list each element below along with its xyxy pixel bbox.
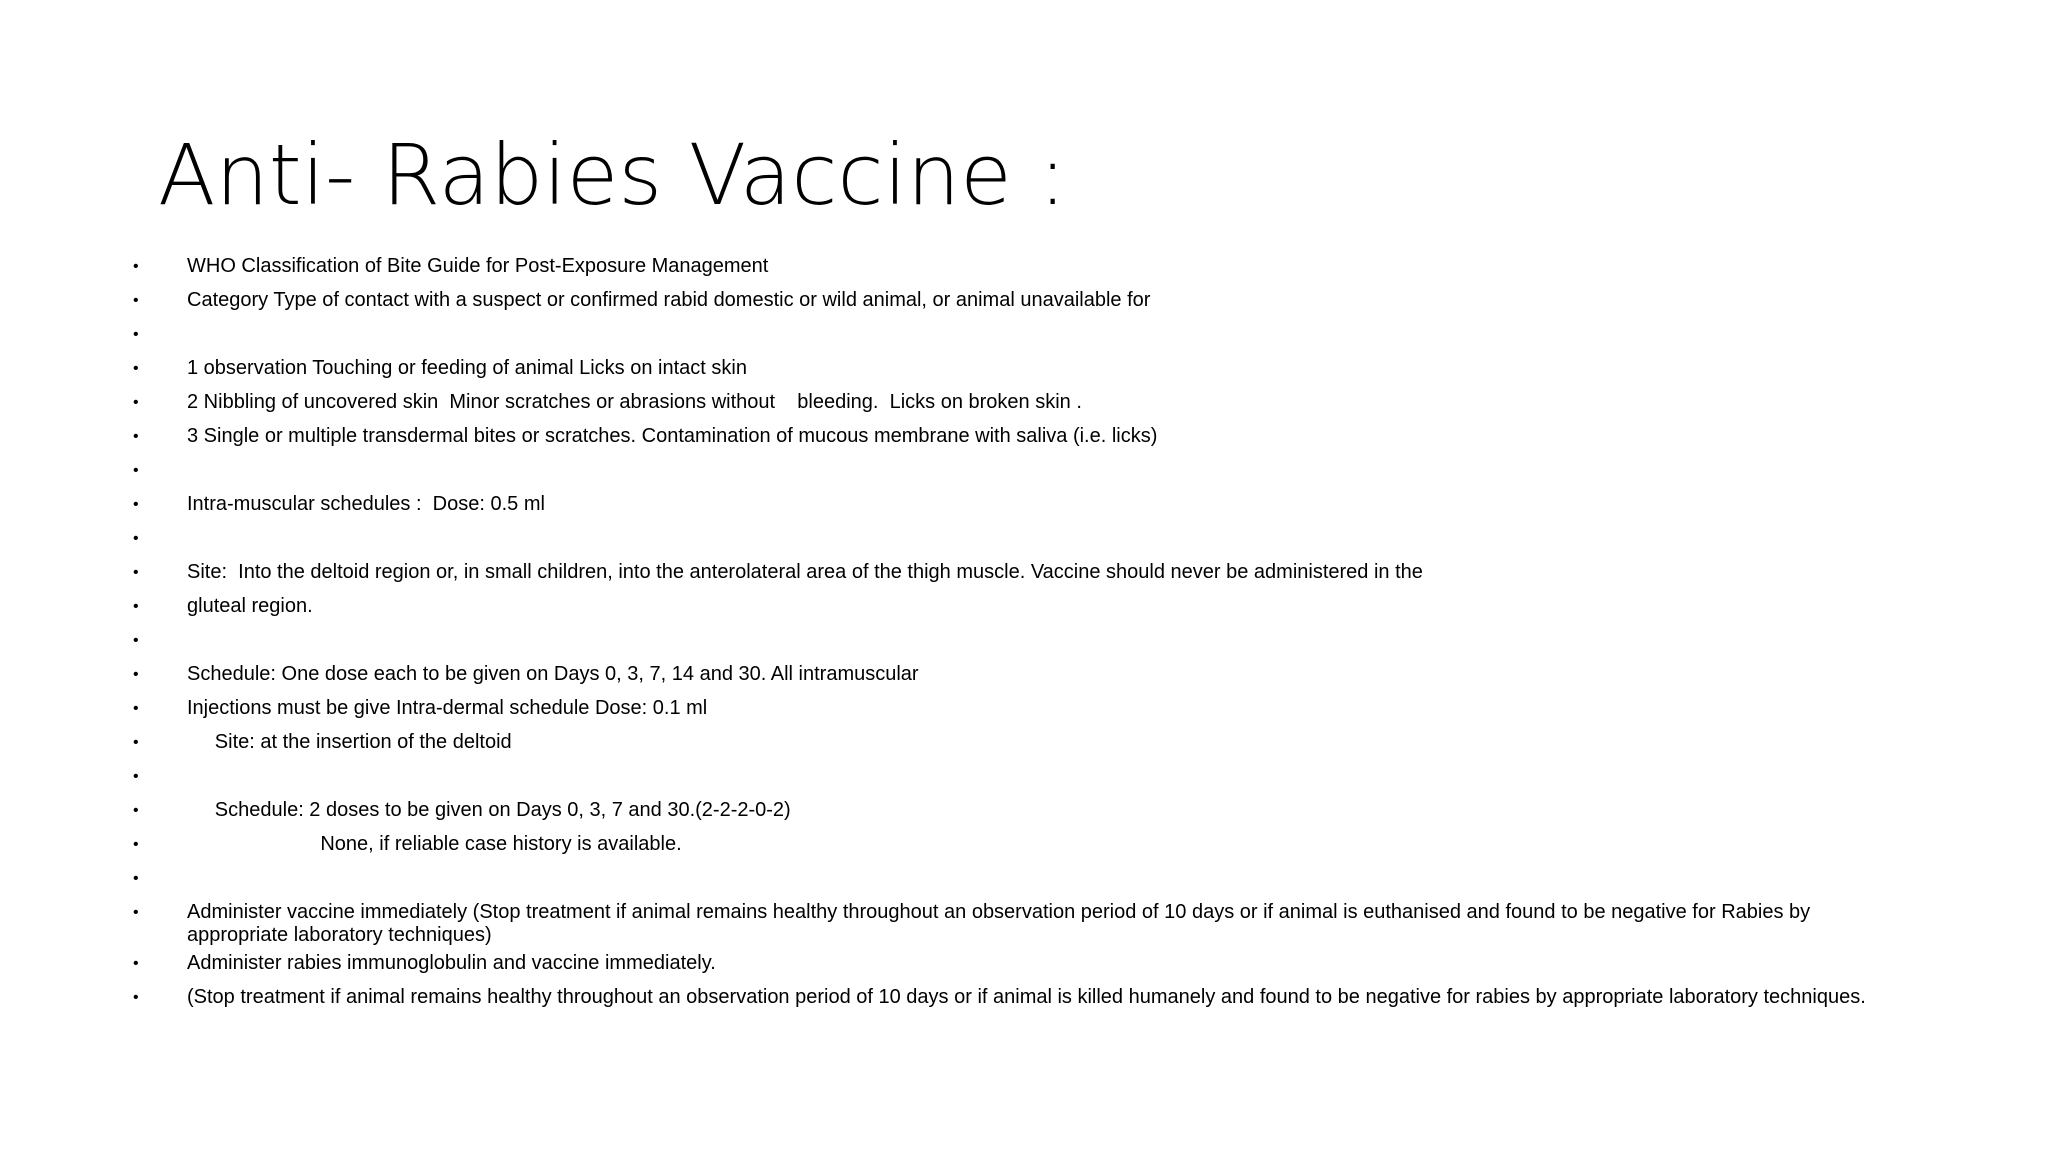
list-item — [0, 760, 2048, 794]
list-item — [0, 981, 2048, 1026]
slide-title: Anti- Rabies Vaccine : — [158, 126, 1067, 224]
list-item-text: (Stop treatment if animal remains healthy throughout an observation period of 10 days or if animal is killed humanely and found to be negative for rabies by appropriate laboratory techniques. — [187, 986, 1866, 1008]
list-item-text: WHO Classification of Bite Guide for Post-Exposure Management — [187, 255, 769, 277]
list-item — [0, 590, 2048, 624]
bullet-icon: • — [133, 802, 139, 819]
list-item-text: Site: Into the deltoid region or, in small children, into the anterolateral area of the thigh muscle. Vaccine should never be administered in the — [187, 561, 1423, 583]
list-item — [0, 692, 2048, 726]
list-item — [0, 862, 2048, 896]
list-item — [0, 556, 2048, 590]
list-item-text: Intra-muscular schedules : Dose: 0.5 ml — [187, 493, 545, 515]
bullet-icon: • — [133, 564, 139, 581]
list-item — [0, 454, 2048, 488]
bullet-icon: • — [133, 496, 139, 513]
list-item — [0, 726, 2048, 760]
bullet-icon: • — [133, 768, 139, 785]
bullet-icon: • — [133, 394, 139, 411]
list-item-text: 3 Single or multiple transdermal bites or scratches. Contamination of mucous membrane with saliva (i.e. licks) — [187, 425, 1158, 447]
bullet-icon: • — [133, 904, 139, 921]
list-item — [0, 794, 2048, 828]
bullet-icon: • — [133, 734, 139, 751]
list-item — [0, 386, 2048, 420]
bullet-icon: • — [133, 870, 139, 887]
bullet-icon: • — [133, 666, 139, 683]
list-item — [0, 488, 2048, 522]
list-item-text: Injections must be give Intra-dermal schedule Dose: 0.1 ml — [187, 697, 708, 719]
list-item — [0, 284, 2048, 318]
bullet-icon: • — [133, 955, 139, 972]
bullet-icon: • — [133, 700, 139, 717]
bullet-icon: • — [133, 530, 139, 547]
list-item-text: Schedule: One dose each to be given on Days 0, 3, 7, 14 and 30. All intramuscular — [187, 663, 919, 685]
bullet-list — [0, 250, 2048, 1026]
bullet-icon: • — [133, 258, 139, 275]
bullet-icon: • — [133, 632, 139, 649]
list-item — [0, 828, 2048, 862]
list-item — [0, 250, 2048, 284]
bullet-icon: • — [133, 598, 139, 615]
list-item — [0, 624, 2048, 658]
bullet-icon: • — [133, 360, 139, 377]
bullet-icon: • — [133, 428, 139, 445]
list-item-text: 2 Nibbling of uncovered skin Minor scratches or abrasions without bleeding. Licks on broken skin . — [187, 391, 1082, 413]
list-item — [0, 947, 2048, 981]
list-item — [0, 522, 2048, 556]
list-item — [0, 896, 2048, 947]
bullet-icon: • — [133, 989, 139, 1006]
bullet-icon: • — [133, 292, 139, 309]
list-item-text: Administer rabies immunoglobulin and vaccine immediately. — [187, 952, 716, 974]
list-item — [0, 318, 2048, 352]
list-item-text: Schedule: 2 doses to be given on Days 0, 3, 7 and 30.(2-2-2-0-2) — [187, 799, 791, 821]
bullet-icon: • — [133, 326, 139, 343]
list-item — [0, 658, 2048, 692]
list-item-text: Administer vaccine immediately (Stop treatment if animal remains healthy throughout an observation period of 10 days or if animal is euthanised and found to be negative for Rabies by appropriate laboratory techniques) — [187, 901, 1816, 946]
list-item — [0, 420, 2048, 454]
bullet-icon: • — [133, 836, 139, 853]
list-item-text: 1 observation Touching or feeding of animal Licks on intact skin — [187, 357, 747, 379]
list-item-text: Category Type of contact with a suspect or confirmed rabid domestic or wild animal, or animal unavailable for — [187, 289, 1151, 311]
bullet-icon: • — [133, 462, 139, 479]
list-item-text: Site: at the insertion of the deltoid — [187, 731, 512, 753]
list-item-text: gluteal region. — [187, 595, 313, 617]
list-item — [0, 352, 2048, 386]
list-item-text: None, if reliable case history is available. — [187, 833, 682, 855]
